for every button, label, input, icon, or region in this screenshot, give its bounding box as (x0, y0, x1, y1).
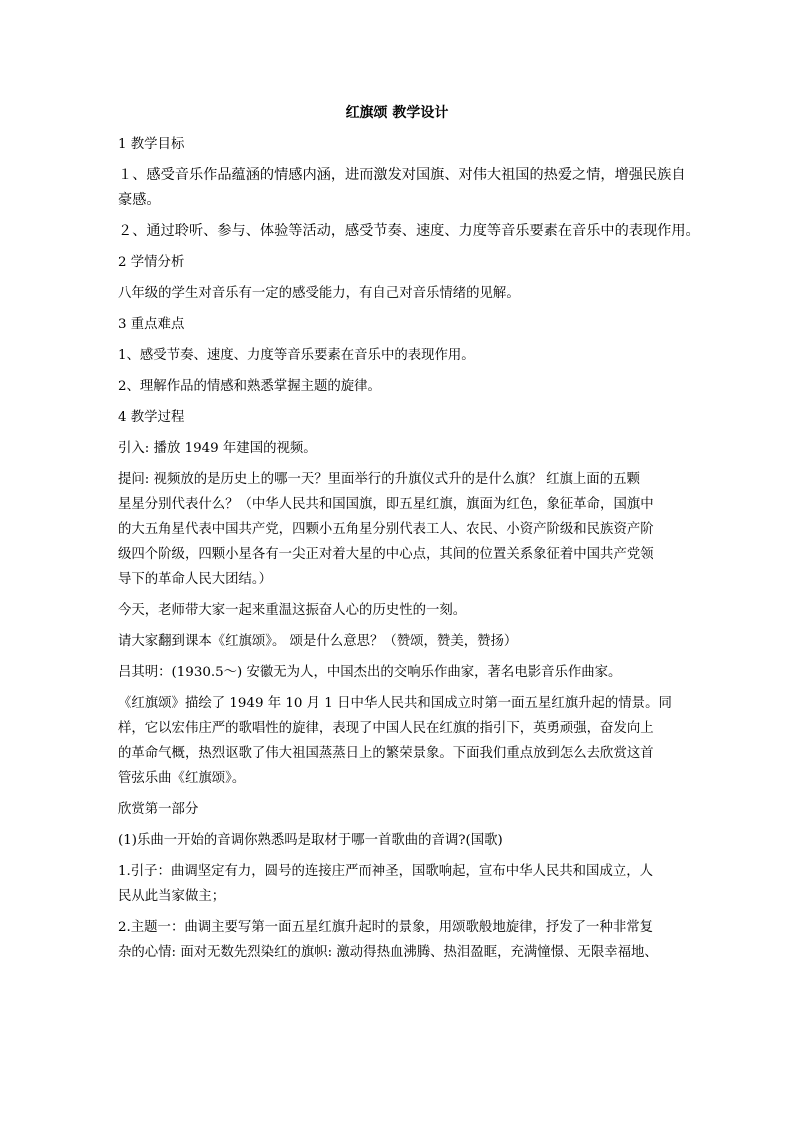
paragraph (118, 915, 684, 965)
text-line: 2 学情分析 (118, 255, 185, 270)
text-line: 请大家翻到课本《红旗颂》。 颂是什么意思？（赞颂，赞美，赞扬） (118, 634, 518, 649)
text-line: 欣赏第一部分 (118, 802, 199, 817)
text-line: 导下的革命人民大团结。） (118, 572, 272, 587)
paragraph (118, 163, 684, 213)
paragraph (118, 859, 684, 909)
text-line: 1 教学目标 (118, 137, 185, 152)
text-line: 的大五角星代表中国共产党，四颗小五角星分别代表工人、农民、小资产阶级和民族资产阶 (118, 522, 654, 537)
paragraph (118, 312, 684, 337)
text-line: 1.引子：曲调坚定有力，圆号的连接庄严而神圣，国歌响起，宣布中华人民共和国成立，人 (118, 864, 654, 879)
text-line: 1、感受节奏、速度、力度等音乐要素在音乐中的表现作用。 (118, 348, 475, 363)
paragraph (118, 343, 684, 368)
paragraph (118, 250, 684, 275)
text-line: 提问: 视频放的是历史上的哪一天？里面举行的升旗仪式升的是什么旗？ 红旗上面的五颗 (118, 472, 640, 487)
text-line: 八年级的学生对音乐有一定的感受能力，有自己对音乐情绪的见解。 (118, 286, 520, 301)
text-line: ２、通过聆听、参与、体验等活动，感受节奏、速度、力度等音乐要素在音乐中的表现作用。 (118, 223, 700, 239)
text-line: 吕其明：(1930.5～) 安徽无为人，中国杰出的交响乐作曲家，著名电影音乐作曲家。 (118, 665, 622, 680)
text-line: 2.主题一：曲调主要写第一面五星红旗升起时的景象，用颂歌般地旋律，抒发了一种非常复 (118, 920, 654, 935)
paragraph (118, 281, 684, 306)
text-line: 管弦乐曲《红旗颂》。 (118, 771, 246, 786)
text-line: 级四个阶级，四颗小星各有一尖正对着大星的中心点，其间的位置关系象征着中国共产党领 (118, 547, 654, 562)
paragraph (118, 598, 684, 623)
paragraph (118, 797, 684, 822)
text-line: 4 教学过程 (118, 410, 185, 425)
text-line: 3 重点难点 (118, 317, 185, 332)
text-line: 今天，老师带大家一起来重温这振奋人心的历史性的一刻。 (118, 603, 467, 618)
paragraph (118, 132, 684, 157)
text-line: 的革命气概，热烈讴歌了伟大祖国蒸蒸日上的繁荣景象。下面我们重点放到怎么去欣赏这首 (118, 746, 654, 761)
text-line: 星星分别代表什么？（中华人民共和国国旗，即五星红旗，旗面为红色，象征革命，国旗中 (118, 497, 654, 512)
paragraph (118, 629, 684, 654)
paragraph (118, 467, 684, 592)
text-line: (1)乐曲一开始的音调你熟悉吗是取材于哪一首歌曲的音调?(国歌) (118, 833, 503, 848)
paragraph (118, 436, 684, 461)
text-line: 杂的心情: 面对无数先烈染红的旗帜: 激动得热血沸腾、热泪盈眶，充满憧憬、无限幸福地、 (118, 945, 658, 960)
text-line: 豪感。 (118, 192, 161, 208)
document-title: 红旗颂 教学设计 (345, 105, 449, 121)
text-line: １、感受音乐作品蕴涵的情感内涵，进而激发对国旗、对伟大祖国的热爱之情，增强民族自 (118, 167, 686, 183)
paragraph (118, 828, 684, 853)
text-line: 《红旗颂》描绘了 1949 年 10 月 1 日中华人民共和国成立时第一面五星红旗升起的情景。同 (118, 696, 672, 711)
document-body (118, 132, 700, 971)
text-line: 样，它以宏伟庄严的歌唱性的旋律，表现了中国人民在红旗的指引下，英勇顽强，奋发向上 (118, 721, 654, 736)
paragraph (118, 660, 684, 685)
text-line: 2、理解作品的情感和熟悉掌握主题的旋律。 (118, 379, 381, 394)
text-line: 引入: 播放 1949 年建国的视频。 (118, 441, 317, 456)
paragraph (118, 374, 684, 399)
text-line: 民从此当家做主； (118, 889, 226, 904)
paragraph (118, 219, 700, 244)
paragraph (118, 405, 684, 430)
paragraph (118, 691, 684, 791)
